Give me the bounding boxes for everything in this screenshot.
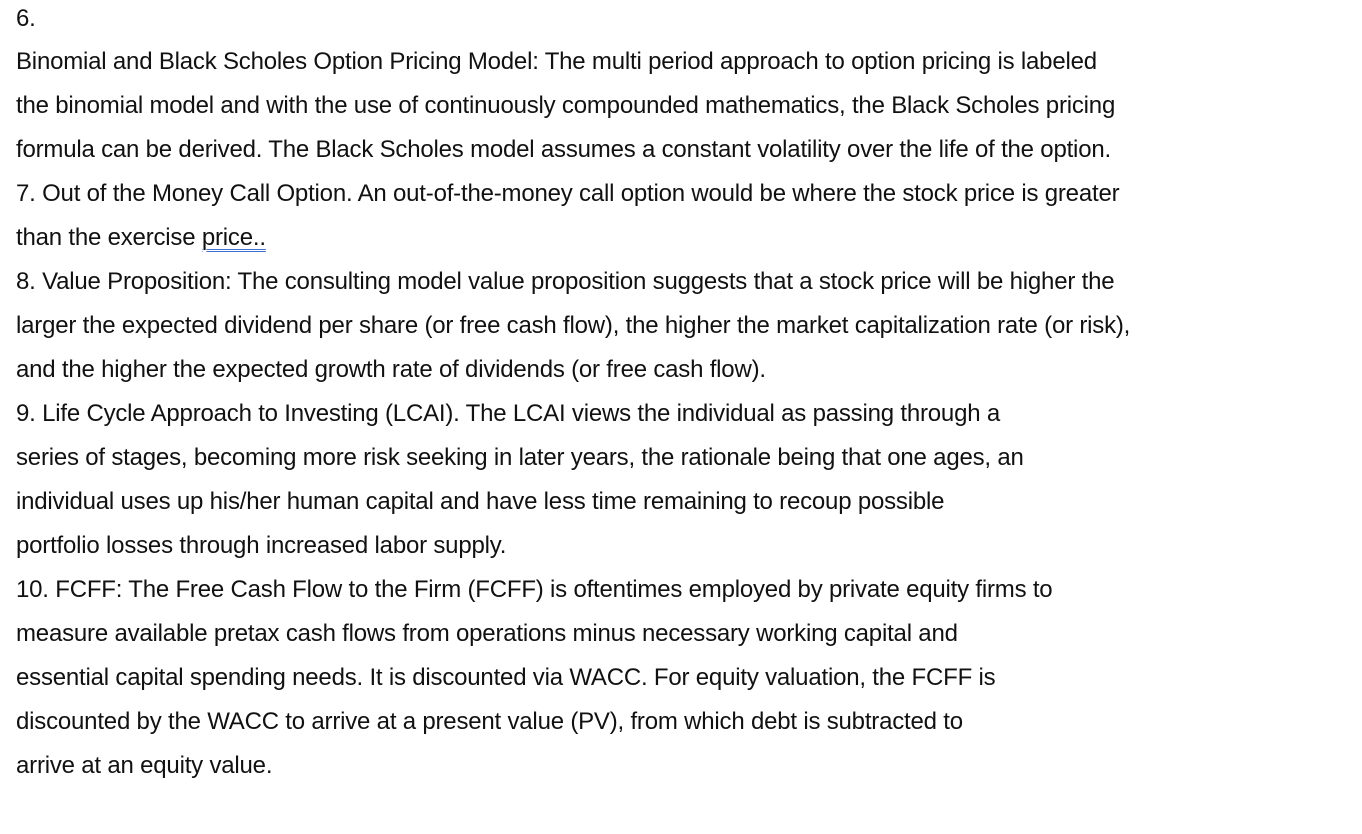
text-line: formula can be derived. The Black Scholes model assumes a constant volatility over the life of the option. xyxy=(16,136,1111,163)
text-line: essential capital spending needs. It is discounted via WACC. For equity valuation, the FCFF is xyxy=(16,664,996,691)
item-6-number: 6. xyxy=(16,5,36,32)
text-line: 9. Life Cycle Approach to Investing (LCAI). The LCAI views the individual as passing through a xyxy=(16,400,1000,427)
text-line: 10. FCFF: The Free Cash Flow to the Firm (FCFF) is oftentimes employed by private equity firms to xyxy=(16,576,1053,603)
text-line: 8. Value Proposition: The consulting model value proposition suggests that a stock price will be higher the xyxy=(16,268,1115,295)
text-line: Binomial and Black Scholes Option Pricing Model: The multi period approach to option pricing is labeled xyxy=(16,48,1097,75)
text-line: measure available pretax cash flows from operations minus necessary working capital and xyxy=(16,620,958,647)
grammar-flagged-word[interactable]: price.. xyxy=(201,224,266,251)
text-line: and the higher the expected growth rate of dividends (or free cash flow). xyxy=(16,356,766,383)
text-line: individual uses up his/her human capital and have less time remaining to recoup possible xyxy=(16,488,945,515)
text-line xyxy=(16,216,1356,260)
text-line: arrive at an equity value. xyxy=(16,752,273,779)
text-line: larger the expected dividend per share (or free cash flow), the higher the market capitalization rate (or risk), xyxy=(16,312,1131,339)
text-line: portfolio losses through increased labor supply. xyxy=(16,532,507,559)
text-line: discounted by the WACC to arrive at a present value (PV), from which debt is subtracted to xyxy=(16,708,963,735)
text-line: series of stages, becoming more risk seeking in later years, the rationale being that one ages, an xyxy=(16,444,1024,471)
text-line: 7. Out of the Money Call Option. An out-of-the-money call option would be where the stock price is greater xyxy=(16,180,1120,207)
document-body xyxy=(16,0,1356,788)
text-span: than the exercise xyxy=(16,224,202,251)
text-line: the binomial model and with the use of continuously compounded mathematics, the Black Scholes pricing xyxy=(16,92,1116,119)
